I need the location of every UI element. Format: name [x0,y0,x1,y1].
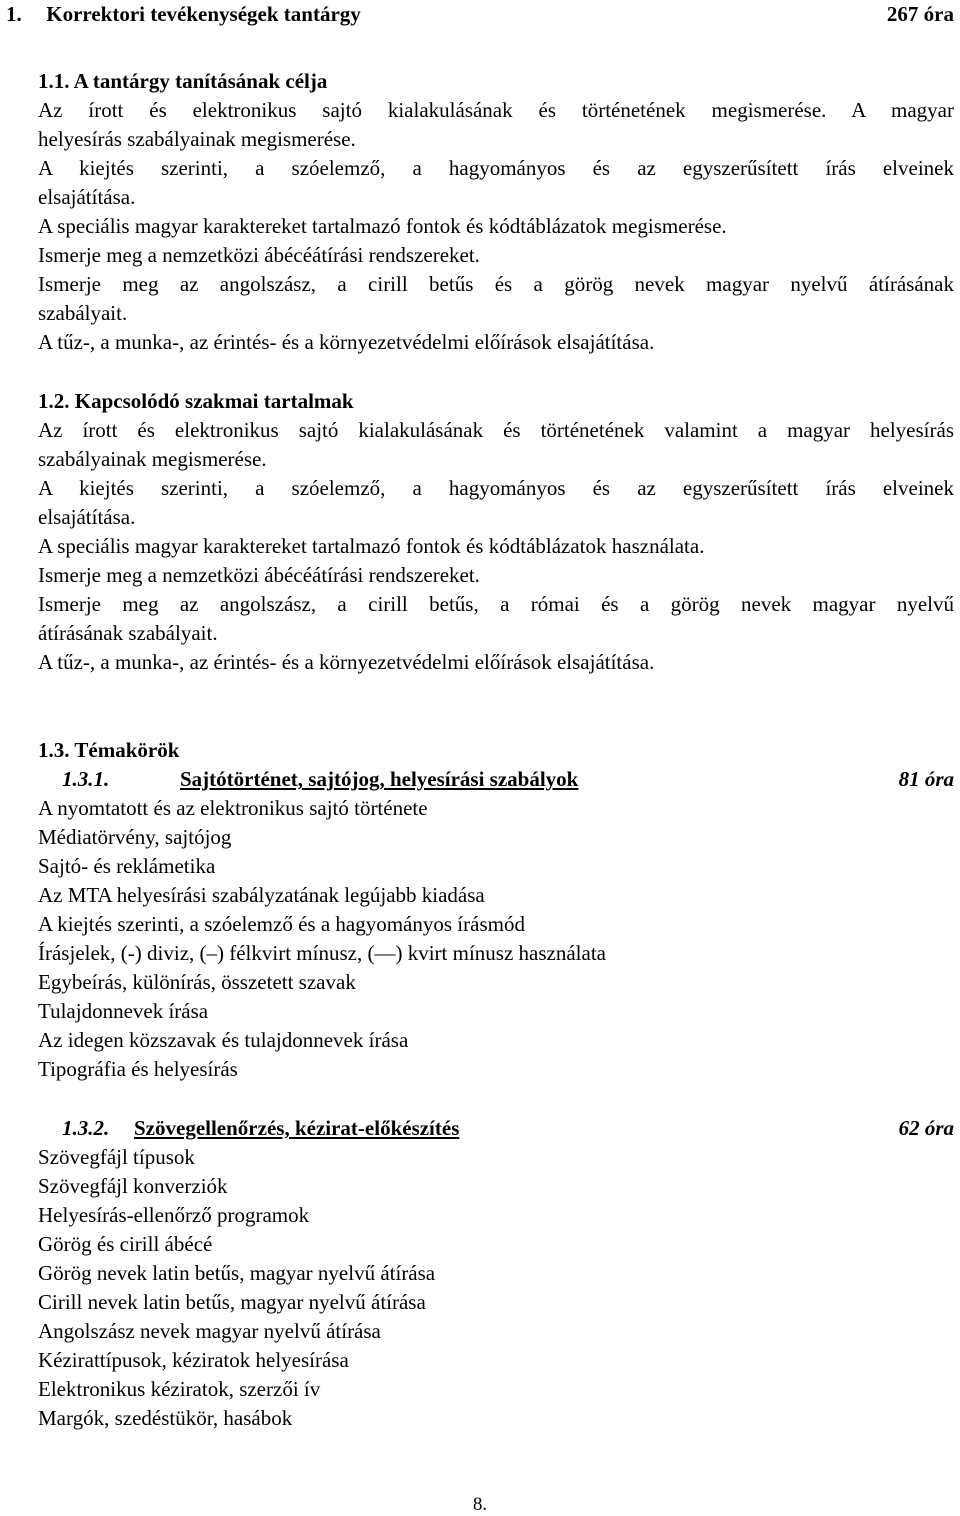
chapter-number: 1. [6,2,22,26]
section-number: 1.2. [38,389,70,413]
list-item: Tipográfia és helyesírás [38,1057,238,1081]
section-1-3-heading [38,736,954,765]
list-item: A nyomtatott és az elektronikus sajtó története [38,796,428,820]
list-item: Görög nevek latin betűs, magyar nyelvű átírása [38,1261,436,1285]
list-item: Az MTA helyesírási szabályzatának legújabb kiadása [38,883,485,907]
paragraph-line: Az írott és elektronikus sajtó kialakulásának és történetének megismerése. A magyar [38,98,954,122]
list-item: Elektronikus kéziratok, szerzői ív [38,1377,321,1401]
list-item: Margók, szedéstükör, hasábok [38,1406,293,1430]
list-item: A kiejtés szerinti, a szóelemző és a hagyományos írásmód [38,912,525,936]
topic-1-3-1-heading [62,765,954,794]
paragraph-line: A speciális magyar karaktereket tartalmazó fontok és kódtáblázatok használata. [38,534,705,558]
list-item: Cirill nevek latin betűs, magyar nyelvű átírása [38,1290,426,1314]
section-number: 1.3. [38,738,70,762]
paragraph-line: Ismerje meg a nemzetközi ábécéátírási rendszereket. [38,563,480,587]
list-item: Tulajdonnevek írása [38,999,209,1023]
list-item: Helyesírás-ellenőrző programok [38,1203,310,1227]
topic-hours: 62 óra [898,1116,954,1140]
topic-1-3-2-heading [62,1114,954,1143]
paragraph-line: szabályainak megismerése. [38,447,267,471]
paragraph-line: helyesírás szabályainak megismerése. [38,127,356,151]
paragraph-line: szabályait. [38,301,128,325]
list-item: Írásjelek, (-) diviz, (–) félkvirt mínusz, (—) kvirt mínusz használata [38,941,606,965]
list-item: Szövegfájl típusok [38,1145,195,1169]
list-item: Görög és cirill ábécé [38,1232,213,1256]
paragraph-line: A tűz-, a munka-, az érintés- és a környezetvédelmi előírások elsajátítása. [38,330,655,354]
topic-title: Sajtótörténet, sajtójog, helyesírási szabályok [180,767,579,791]
section-title: Kapcsolódó szakmai tartalmak [74,389,354,413]
paragraph-line: A tűz-, a munka-, az érintés- és a környezetvédelmi előírások elsajátítása. [38,650,655,674]
list-item: Angolszász nevek magyar nyelvű átírása [38,1319,381,1343]
list-item: Sajtó- és reklámetika [38,854,216,878]
section-1-2-heading [38,387,954,416]
section-title: Témakörök [74,738,180,762]
paragraph-line: Ismerje meg az angolszász, a cirill betűs és a görög nevek magyar nyelvű átírásának [38,272,954,296]
section-1-1-heading [38,67,954,96]
chapter-title: Korrektori tevékenységek tantárgy [46,2,361,26]
list-item: Kézirattípusok, kéziratok helyesírása [38,1348,349,1372]
list-item: Az idegen közszavak és tulajdonnevek írása [38,1028,409,1052]
paragraph-line: Ismerje meg az angolszász, a cirill betűs, a római és a görög nevek magyar nyelvű [38,592,954,616]
topic-title: Szövegellenőrzés, kézirat-előkészítés [134,1116,460,1140]
paragraph-line: átírásának szabályait. [38,621,218,645]
paragraph-line: A kiejtés szerinti, a szóelemző, a hagyományos és az egyszerűsített írás elveinek [38,476,954,500]
list-item: Szövegfájl konverziók [38,1174,228,1198]
paragraph-line: elsajátítása. [38,185,136,209]
chapter-hours: 267 óra [886,2,954,26]
list-item: Médiatörvény, sajtójog [38,825,232,849]
topic-hours: 81 óra [898,767,954,791]
section-title: A tantárgy tanításának célja [73,69,328,93]
page-number: 8. [472,1494,488,1515]
paragraph-line: elsajátítása. [38,505,136,529]
topic-number: 1.3.2. [62,1116,110,1140]
list-item: Egybeírás, különírás, összetett szavak [38,970,356,994]
paragraph-line: A speciális magyar karaktereket tartalmazó fontok és kódtáblázatok megismerése. [38,214,727,238]
paragraph-line: A kiejtés szerinti, a szóelemző, a hagyományos és az egyszerűsített írás elveinek [38,156,954,180]
paragraph-line: Ismerje meg a nemzetközi ábécéátírási rendszereket. [38,243,480,267]
section-number: 1.1. [38,69,70,93]
topic-number: 1.3.1. [62,767,110,791]
chapter-heading [6,0,954,29]
paragraph-line: Az írott és elektronikus sajtó kialakulásának és történetének valamint a magyar helyesírás [38,418,954,442]
